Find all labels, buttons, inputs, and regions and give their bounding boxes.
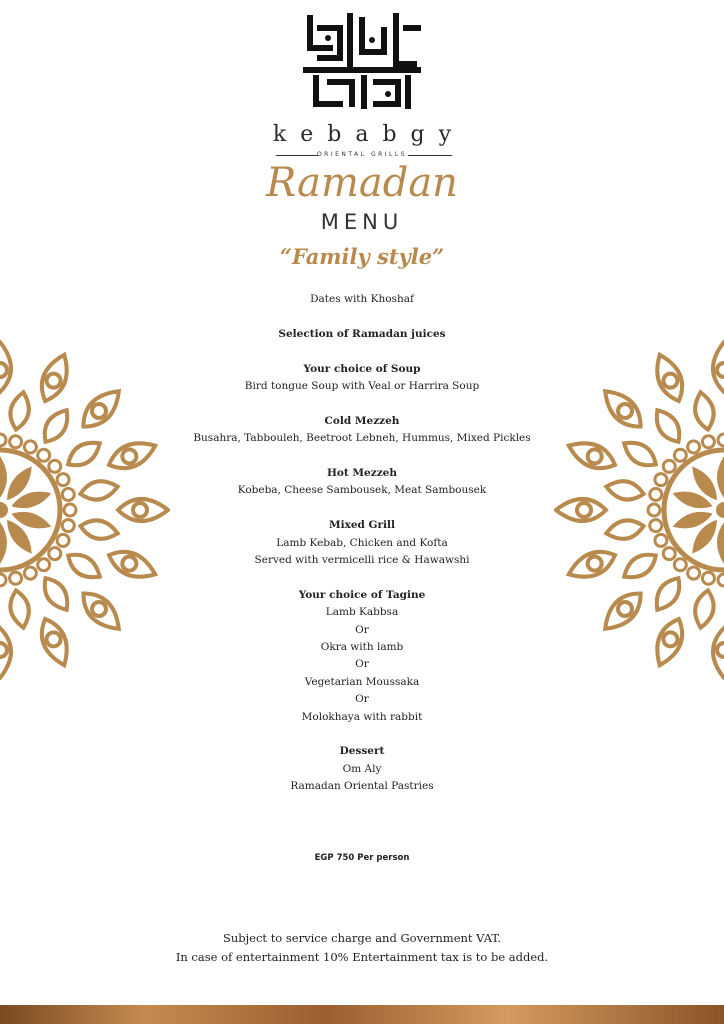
menu-section-title: Hot Mezzeh (327, 467, 397, 479)
menu-item: Served with vermicelli rice & Hawawshi (254, 554, 470, 567)
menu-item: Om Aly (342, 762, 382, 775)
menu-section (150, 361, 574, 396)
price-per-person: EGP 750 Per person (314, 853, 410, 863)
bottom-gold-bar (0, 1005, 724, 1024)
footer-notes (0, 929, 724, 967)
menu-item: Dates with Khoshaf (310, 293, 414, 305)
menu-style: “Family style” (279, 244, 445, 269)
mandala-ornament-right-icon (554, 340, 724, 680)
menu-section-title: Selection of Ramadan juices (278, 327, 446, 340)
menu-section-title: Dessert (339, 745, 385, 758)
menu-section-title: Cold Mezzeh (324, 414, 400, 427)
brand-name: kebabgy (272, 122, 466, 147)
menu-item: Ramadan Oriental Pastries (290, 780, 434, 793)
footer-line-vat: Subject to service charge and Government VAT. (222, 931, 502, 945)
menu-section (150, 291, 574, 308)
menu-item: Or (355, 623, 369, 636)
menu-section (150, 517, 574, 569)
menu-item: Bird tongue Soup with Veal or Harrira Soup (244, 380, 480, 392)
menu-item: Or (355, 658, 369, 671)
menu-section-title: Your choice of Soup (303, 362, 421, 375)
menu-sections (150, 291, 574, 813)
menu-section (150, 413, 574, 448)
menu-title: Ramadan (266, 160, 458, 206)
menu-section (150, 587, 574, 726)
menu-section (150, 743, 574, 795)
arabic-calligraphy-logo-icon (300, 8, 424, 112)
menu-item: Lamb Kebab, Chicken and Kofta (276, 536, 448, 549)
mandala-ornament-left-icon (0, 340, 170, 680)
footer-line-tax: In case of entertainment 10% Entertainment tax is to be added. (175, 950, 549, 964)
menu-subtitle: MENU (320, 210, 404, 234)
menu-item: Busahra, Tabbouleh, Beetroot Lebneh, Hummus, Mixed Pickles (193, 432, 531, 445)
menu-item: Or (355, 693, 369, 706)
brand-tagline: ORIENTAL GRILLS (316, 151, 408, 158)
menu-item: Vegetarian Moussaka (304, 675, 420, 688)
menu-item: Molokhaya with rabbit (301, 710, 423, 723)
menu-section-title: Mixed Grill (328, 519, 395, 532)
menu-item: Lamb Kabbsa (325, 606, 399, 619)
menu-section (150, 326, 574, 343)
menu-section (150, 465, 574, 500)
menu-section-title: Your choice of Tagine (298, 588, 426, 601)
menu-item: Okra with lamb (320, 641, 404, 654)
menu-item: Kobeba, Cheese Sambousek, Meat Sambousek (237, 484, 487, 497)
